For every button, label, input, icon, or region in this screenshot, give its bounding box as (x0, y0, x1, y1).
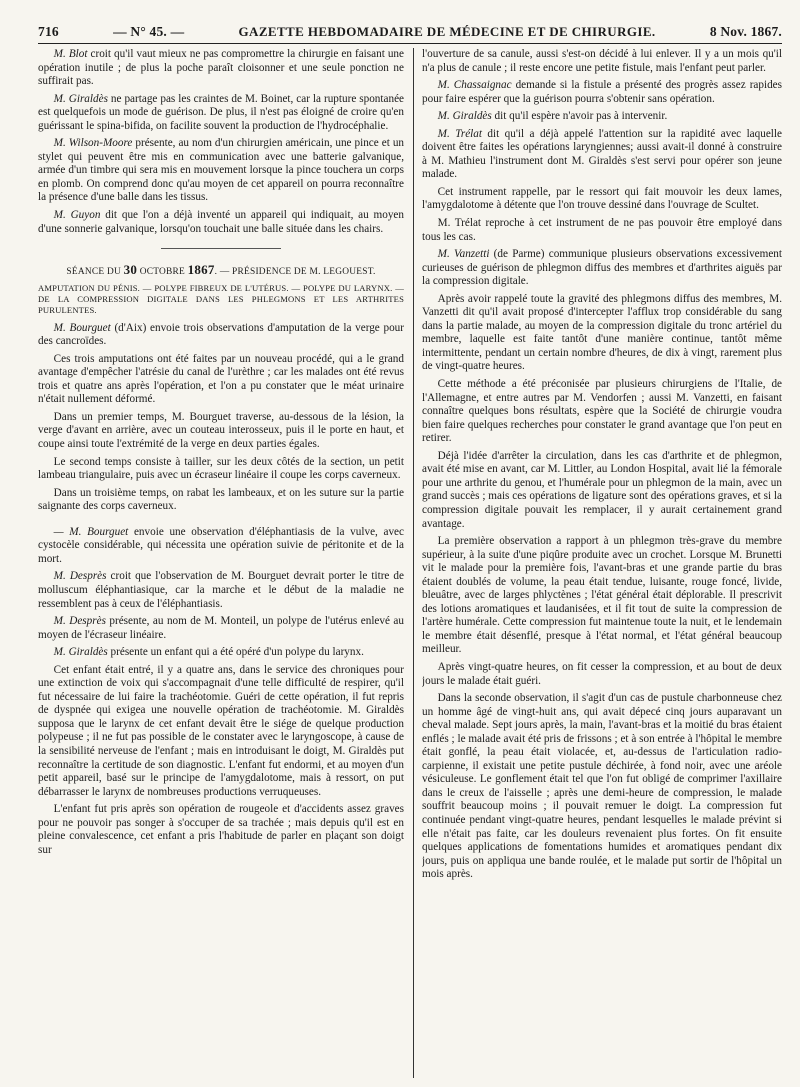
paragraph (422, 217, 782, 244)
speaker-name: M. Vanzetti (437, 248, 490, 261)
header-rule (38, 43, 782, 44)
issue-date: 8 Nov. 1867. (709, 24, 782, 39)
paragraph (422, 692, 782, 882)
paragraph-text: Cet instrument rappelle, par le ressort qui fait mouvoir les deux lames, l'amygdalotome à détente que l'on trouve dessiné dans l'ouvrage de Scultet. (422, 185, 782, 212)
paragraph (38, 664, 404, 799)
speaker-name: M. Guyon (53, 209, 101, 222)
paragraph (422, 186, 782, 213)
paragraph-text: Ces trois amputations ont été faites par un nouveau procédé, qui a le grand avantage d'empêcher l'atrésie du canal de l'urèthre ; car les malades ont été revus trois et quatre ans après l'opération, et l'on a pu constater que le méat urinaire n'était nullement déformé. (38, 352, 404, 406)
paragraph-text: envoie une observation d'éléphantiasis de la vulve, avec cystocèle considérable, qui nécessita une opération suivie de péritonite et de la mort. (38, 525, 404, 565)
speaker-name: M. Blot (53, 48, 88, 60)
paragraph (38, 487, 404, 514)
paragraph-text: Cette méthode a été préconisée par plusieurs chirurgiens de l'Italie, de l'Allemagne, et entre autres par M. Vendorfen ; aussi M. Vanzetti, en faisant connaître quelques bons résultats, espère que la Société de chirurgie voudra bien faire quelques recherches pour constater le grand avantage que l'on peut en retirer. (422, 378, 782, 445)
seance-heading (38, 263, 404, 280)
running-header (38, 0, 782, 43)
paragraph (38, 411, 404, 452)
paragraph-text: L'enfant fut pris après son opération de rougeole et d'accidents assez graves pour ne pouvoir pas songer à s'occuper de sa trachée ; mais depuis qu'il est en pleine convalescence, cet enfant a pris l'habitude de parler en plaçant son doigt sur (38, 803, 404, 856)
right-column (422, 48, 782, 1078)
paragraph-text: Cet enfant était entré, il y a quatre ans, dans le service des chroniques pour une extinction de voix qui s'accompagnait d'une telle difficulté de respirer, qu'il fut nécessaire de lui faire la trachéotomie. Guéri de cette opération, il fut repris de dyspnée qui exigea une nouvelle opération de trachéotomie. M. Giraldès supposa que le larynx de cet enfant devait être le siége de quelque production polypeuse ; il ne fut pas possible de le constater avec le laryngoscope, à cause de la sensibilité nerveuse de l'enfant ; mais en introduisant le doigt, M. Giraldès put reconnaître la certitude de son diagnostic. L'enfant fut endormi, et au moyen d'un petit appareil, basé sur le principe de l'amygdalotome, mais à ressort, on put débarrasser le larynx de nombreuses productions verruqueuses. (38, 663, 404, 798)
paragraph-text: (de Parme) communique plusieurs observations excessivement curieuses de guérison de phlegmon diffus des membres et d'arthrites aiguës par la compression digitale. (422, 248, 782, 288)
paragraph (38, 137, 404, 205)
seance-year: 1867 (187, 262, 215, 278)
paragraph-group-before (38, 48, 404, 236)
paragraph-text: Dans la seconde observation, il s'agit d'un cas de pustule charbonneuse chez un homme âgé de vingt-huit ans, qui avait dépecé cinq jours auparavant un cheval malade. Sept jours après, la main, l'avant-bras et la moitié du bras étaient enflés ; le malade avait été pris de frissons ; et à son entrée à l'hôpital le membre était gonflé, la peau était violacée, et, au-dessus de l'articulation radio-carpienne, il existait une petite pustule déchirée, à fond noir, avec une aréole vésiculeuse. Le gonflement était tel que l'on fut obligé de comprimer l'axillaire dans le creux de l'aisselle ; après une demi-heure de compression, le malade souffrit beaucoup moins ; il pouvait remuer le doigt. La compression fut continuée pendant vingt-quatre heures, pendant lesquelles le malade prévint si elle n'était pas faite, car les douleurs revenaient plus fortes. On fit ensuite quelques applications de fomentations humides et aromatiques pendant dix jours, puis on appliqua une bande roulée, et le malade put sortir de l'hôpital un mois après. (422, 692, 782, 881)
paragraph-text: Le second temps consiste à tailler, sur les deux côtés de la section, un petit lambeau triangulaire, puis avec un écraseur linéaire il coupe les corps caverneux. (38, 455, 404, 482)
speaker-name: M. Desprès (53, 570, 107, 583)
paragraph (38, 209, 404, 236)
page-number: 716 (38, 24, 59, 39)
speaker-name: M. Giraldès (53, 646, 108, 659)
paragraph (422, 535, 782, 657)
paragraph-text: présente un enfant qui a été opéré d'un polype du larynx. (107, 646, 364, 659)
paragraph (422, 248, 782, 289)
paragraph-text: Après avoir rappelé toute la gravité des phlegmons diffus des membres, M. Vanzetti dit qu'il avait proposé d'intercepter l'afflux trop considérable du sang dans la partie malade, au moyen de la compression digitale du tronc artériel du membre, laquelle est faite tantôt d'une manière continue, tantôt même intermittente, pendant un certain nombre d'heures, de dix à vingt, rarement plus de vingt-quatre heures. (422, 292, 782, 373)
paragraph (422, 79, 782, 106)
paragraph (38, 48, 404, 89)
paragraph-text: croit qu'il vaut mieux ne pas compromettre la chirurgie en faisant une opération inutile ; de plus la poche paraît cloisonner et une seule ponction ne suffirait pas. (38, 48, 404, 88)
left-column (38, 48, 404, 1078)
seance-summary: AMPUTATION DU PÉNIS. — POLYPE FIBREUX DE L'UTÉRUS. — POLYPE DU LARYNX. — DE LA COMPRESSION DIGITALE DANS LES PHLEGMONS ET LES ARTHRITES PURULENTES. (38, 282, 404, 315)
paragraph (422, 128, 782, 182)
paragraph-text: l'ouverture de sa canule, aussi s'est-on décidé à lui enlever. Il y a un mois qu'il n'a plus de canule ; il reste encore une petite fistule, mais l'enfant peut parler. (422, 48, 782, 74)
paragraph-text: dit qu'il a déjà appelé l'attention sur la rapidité avec laquelle doivent être faites les opérations laryngiennes; aussi avait-il donné à construire à M. Mathieu l'instrument dont M. Giraldès s'est servi pour opérer son jeune malade. (422, 127, 782, 181)
speaker-name: M. Desprès (53, 615, 106, 628)
paragraph (38, 353, 404, 407)
speaker-name: M. Chassaignac (437, 79, 512, 92)
paragraph (38, 803, 404, 857)
paragraph-group-after (38, 322, 404, 858)
paragraph-text: dit que l'on a déjà inventé un appareil qui indiquait, au moyen d'une sonnerie galvanique, lorsqu'on touchait une balle située dans les chairs. (38, 209, 404, 235)
paragraph-text: M. Trélat reproche à cet instrument de ne pas pouvoir être employé dans tous les cas. (422, 217, 782, 243)
paragraph (422, 378, 782, 446)
paragraph-text: dit qu'il espère n'avoir pas à intervenir. (491, 110, 668, 123)
paragraph (422, 110, 782, 124)
speaker-name: M. Wilson-Moore (53, 137, 133, 150)
paragraph (38, 570, 404, 611)
paragraph-text: La première observation a rapport à un phlegmon très-grave du membre supérieur, à la suite d'une piqûre produite avec un crochet. Lorsque M. Brunetti vit le malade pour la première fois, l'avant-bras et une grande partie du bras étaient doublés de volume, la peau était tendue, luisante, rouge foncé, livide, bleuâtre, avec de larges phlyctènes ; l'état général était déplorable. Il prescrivit des lotions aromatiques et laudanisées, et il fit tout de suite la compression de l'artère humérale. Cette compression fut maintenue toute la nuit, et le lendemain le membre était désenflé, presque à l'état normal, et l'état général beaucoup meilleur. (422, 535, 782, 656)
paragraph-text: (d'Aix) envoie trois observations d'amputation de la verge pour des cancroïdes. (38, 321, 404, 348)
seance-suffix: . — PRÉSIDENCE DE M. LEGOUEST. (214, 267, 376, 278)
paragraph-text: ne partage pas les craintes de M. Boinet, car la rupture spontanée est quelquefois un mode de guérison. De plus, il n'est pas éloigné de croire qu'en guérissant le spina-bifida, on facilite souvent la production de l'hydrocéphalie. (38, 92, 404, 132)
speaker-name: M. Giraldès (437, 110, 492, 123)
seance-month: OCTOBRE (137, 267, 188, 278)
paragraph-text: croit que l'observation de M. Bourguet devrait porter le titre de molluscum éléphantiasique, car la marche et le début de la maladie ne ressemblent pas à ceux de l'éléphantiasis. (38, 570, 404, 610)
speaker-name: — M. Bourguet (53, 525, 129, 538)
paragraph (422, 450, 782, 531)
paragraph (38, 615, 404, 642)
journal-title: GAZETTE HEBDOMADAIRE DE MÉDECINE ET DE CHIRURGIE. (238, 24, 656, 39)
issue-number: — N° 45. — (113, 24, 185, 39)
paragraph-text: demande si la fistule a présenté des progrès assez rapides pour faire espérer que la guérison pourra s'obtenir sans opération. (422, 79, 782, 105)
paragraph-text: Après vingt-quatre heures, on fit cesser la compression, et au bout de deux jours le malade était guéri. (422, 660, 782, 687)
paragraph (422, 293, 782, 374)
paragraph (38, 526, 404, 567)
column-divider (413, 48, 414, 1078)
paragraph-text: Déjà l'idée d'arrêter la circulation, dans les cas d'arthrite et de phlegmon, avait été mise en avant, car M. Littler, au London Hospital, avait lié la fémorale pour une arthrite du genou, et l'humérale pour un phlegmon de la main, avec un grand succès ; mais ces opérations de ligature sont des opérations graves, et si la compression digitale pouvait les remplacer, il y aurait certainement grand avantage. (422, 449, 782, 530)
two-column-body (38, 48, 782, 1078)
speaker-name: M. Trélat (437, 127, 482, 140)
paragraph-text: Dans un premier temps, M. Bourguet traverse, au-dessous de la lésion, la verge d'avant en arrière, avec un couteau interosseux, puis il le porte en haut, et coupe ainsi toute l'extrémité de la verge en deux parties égales. (38, 410, 404, 451)
paragraph-text: présente, au nom d'un chirurgien américain, une pince et un stylet qui peuvent être mis en communication avec une batterie galvanique, armée d'un timbre qui sera mis en mouvement lorsque la pince touchera un corps en plomb. On comprend donc qu'au moyen de cet appareil on pourra reconnaître la présence d'une balle dans les tissus. (38, 137, 404, 204)
paragraph-text: présente, au nom de M. Monteil, un polype de l'utérus enlevé au moyen de l'écraseur linéaire. (38, 615, 404, 641)
paragraph (422, 661, 782, 688)
speaker-name: M. Giraldès (53, 92, 108, 105)
paragraph (38, 322, 404, 349)
seance-prefix: SÉANCE DU (66, 267, 124, 278)
paragraph (38, 456, 404, 483)
paragraph (422, 48, 782, 75)
seance-day: 30 (123, 262, 138, 278)
speaker-name: M. Bourguet (53, 321, 111, 334)
paragraph (38, 93, 404, 134)
paragraph (38, 646, 404, 660)
paragraph-text: Dans un troisième temps, on rabat les lambeaux, et on les suture sur la partie saignante des corps caverneux. (38, 486, 404, 513)
section-separator (161, 248, 281, 249)
